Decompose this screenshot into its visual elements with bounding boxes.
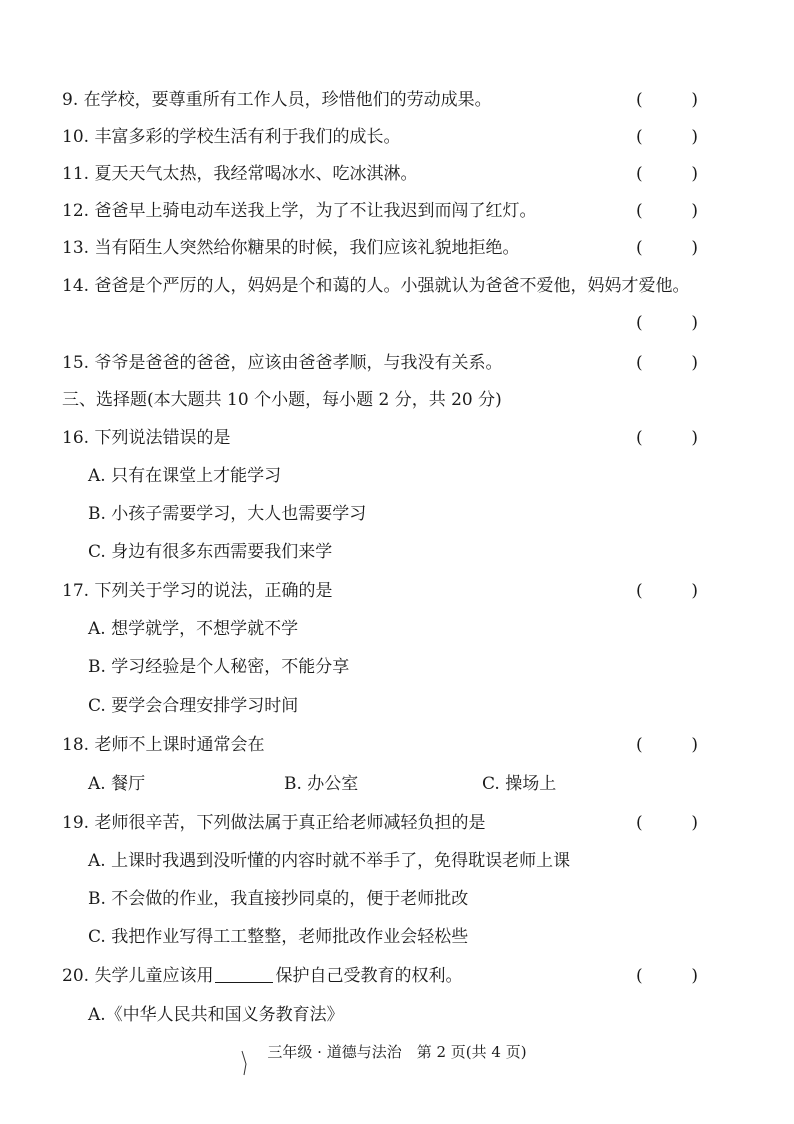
option-a: A. 只有在课堂上才能学习 [88,466,282,486]
question-14-answer-line [0,308,794,338]
answer-paren: ( ) [636,428,698,448]
answer-paren: ( ) [636,164,698,184]
question-text: 11. 夏天天气太热，我经常喝冰水、吃冰淇淋。 [62,164,418,184]
question-11 [0,159,794,189]
question-13 [0,233,794,263]
question-text: 9. 在学校，要尊重所有工作人员，珍惜他们的劳动成果。 [62,90,492,110]
question-20 [0,961,794,991]
question-text: 10. 丰富多彩的学校生活有利于我们的成长。 [62,127,401,147]
question-stem: 20. 失学儿童应该用 保护自己受教育的权利。 [62,966,463,986]
question-stem: 18. 老师不上课时通常会在 [62,735,265,755]
fill-blank [215,964,273,983]
option-c: C. 我把作业写得工工整整，老师批改作业会轻松些 [88,927,469,947]
answer-paren: ( ) [636,735,698,755]
section-title: 三、选择题(本大题共 10 个小题，每小题 2 分，共 20 分) [62,390,502,410]
question-text: 12. 爸爸早上骑电动车送我上学，为了不让我迟到而闯了红灯。 [62,201,537,221]
option-a: A.《中华人民共和国义务教育法》 [88,1005,344,1025]
option-c: C. 操场上 [482,774,557,794]
option-b: B. 不会做的作业，我直接抄同桌的，便于老师批改 [88,889,469,909]
question-17 [0,576,794,606]
answer-paren: ( ) [636,90,698,110]
question-text: 15. 爷爷是爸爸的爸爸，应该由爸爸孝顺，与我没有关系。 [62,353,503,373]
option-b: B. 办公室 [284,774,359,794]
question-stem: 17. 下列关于学习的说法，正确的是 [62,581,333,601]
answer-paren: ( ) [636,127,698,147]
page-footer: 三年级 · 道德与法治 第 2 页(共 4 页) [267,1043,527,1061]
question-12 [0,196,794,226]
question-16 [0,423,794,453]
question-15 [0,348,794,378]
answer-paren: ( ) [636,966,698,986]
question-10 [0,122,794,152]
answer-paren: ( ) [636,353,698,373]
question-9 [0,85,794,115]
question-stem: 16. 下列说法错误的是 [62,428,231,448]
option-b: B. 小孩子需要学习，大人也需要学习 [88,504,367,524]
question-stem: 19. 老师很辛苦，下列做法属于真正给老师减轻负担的是 [62,813,486,833]
question-14 [0,271,794,301]
question-text: 14. 爸爸是个严厉的人，妈妈是个和蔼的人。小强就认为爸爸不爱他，妈妈才爱他。 [62,276,690,296]
answer-paren: ( ) [636,238,698,258]
pen-stroke-mark [240,1050,250,1076]
answer-paren: ( ) [636,201,698,221]
question-19 [0,808,794,838]
option-c: C. 身边有很多东西需要我们来学 [88,542,333,562]
options-row [0,769,794,799]
option-c: C. 要学会合理安排学习时间 [88,696,299,716]
option-b: B. 学习经验是个人秘密，不能分享 [88,657,350,677]
answer-paren: ( ) [636,813,698,833]
option-a: A. 想学就学，不想学就不学 [88,619,299,639]
option-a: A. 上课时我遇到没听懂的内容时就不举手了，免得耽误老师上课 [88,851,571,871]
option-a: A. 餐厅 [88,774,146,794]
answer-paren: ( ) [636,313,698,333]
answer-paren: ( ) [636,581,698,601]
question-18 [0,730,794,760]
question-text: 13. 当有陌生人突然给你糖果的时候，我们应该礼貌地拒绝。 [62,238,520,258]
